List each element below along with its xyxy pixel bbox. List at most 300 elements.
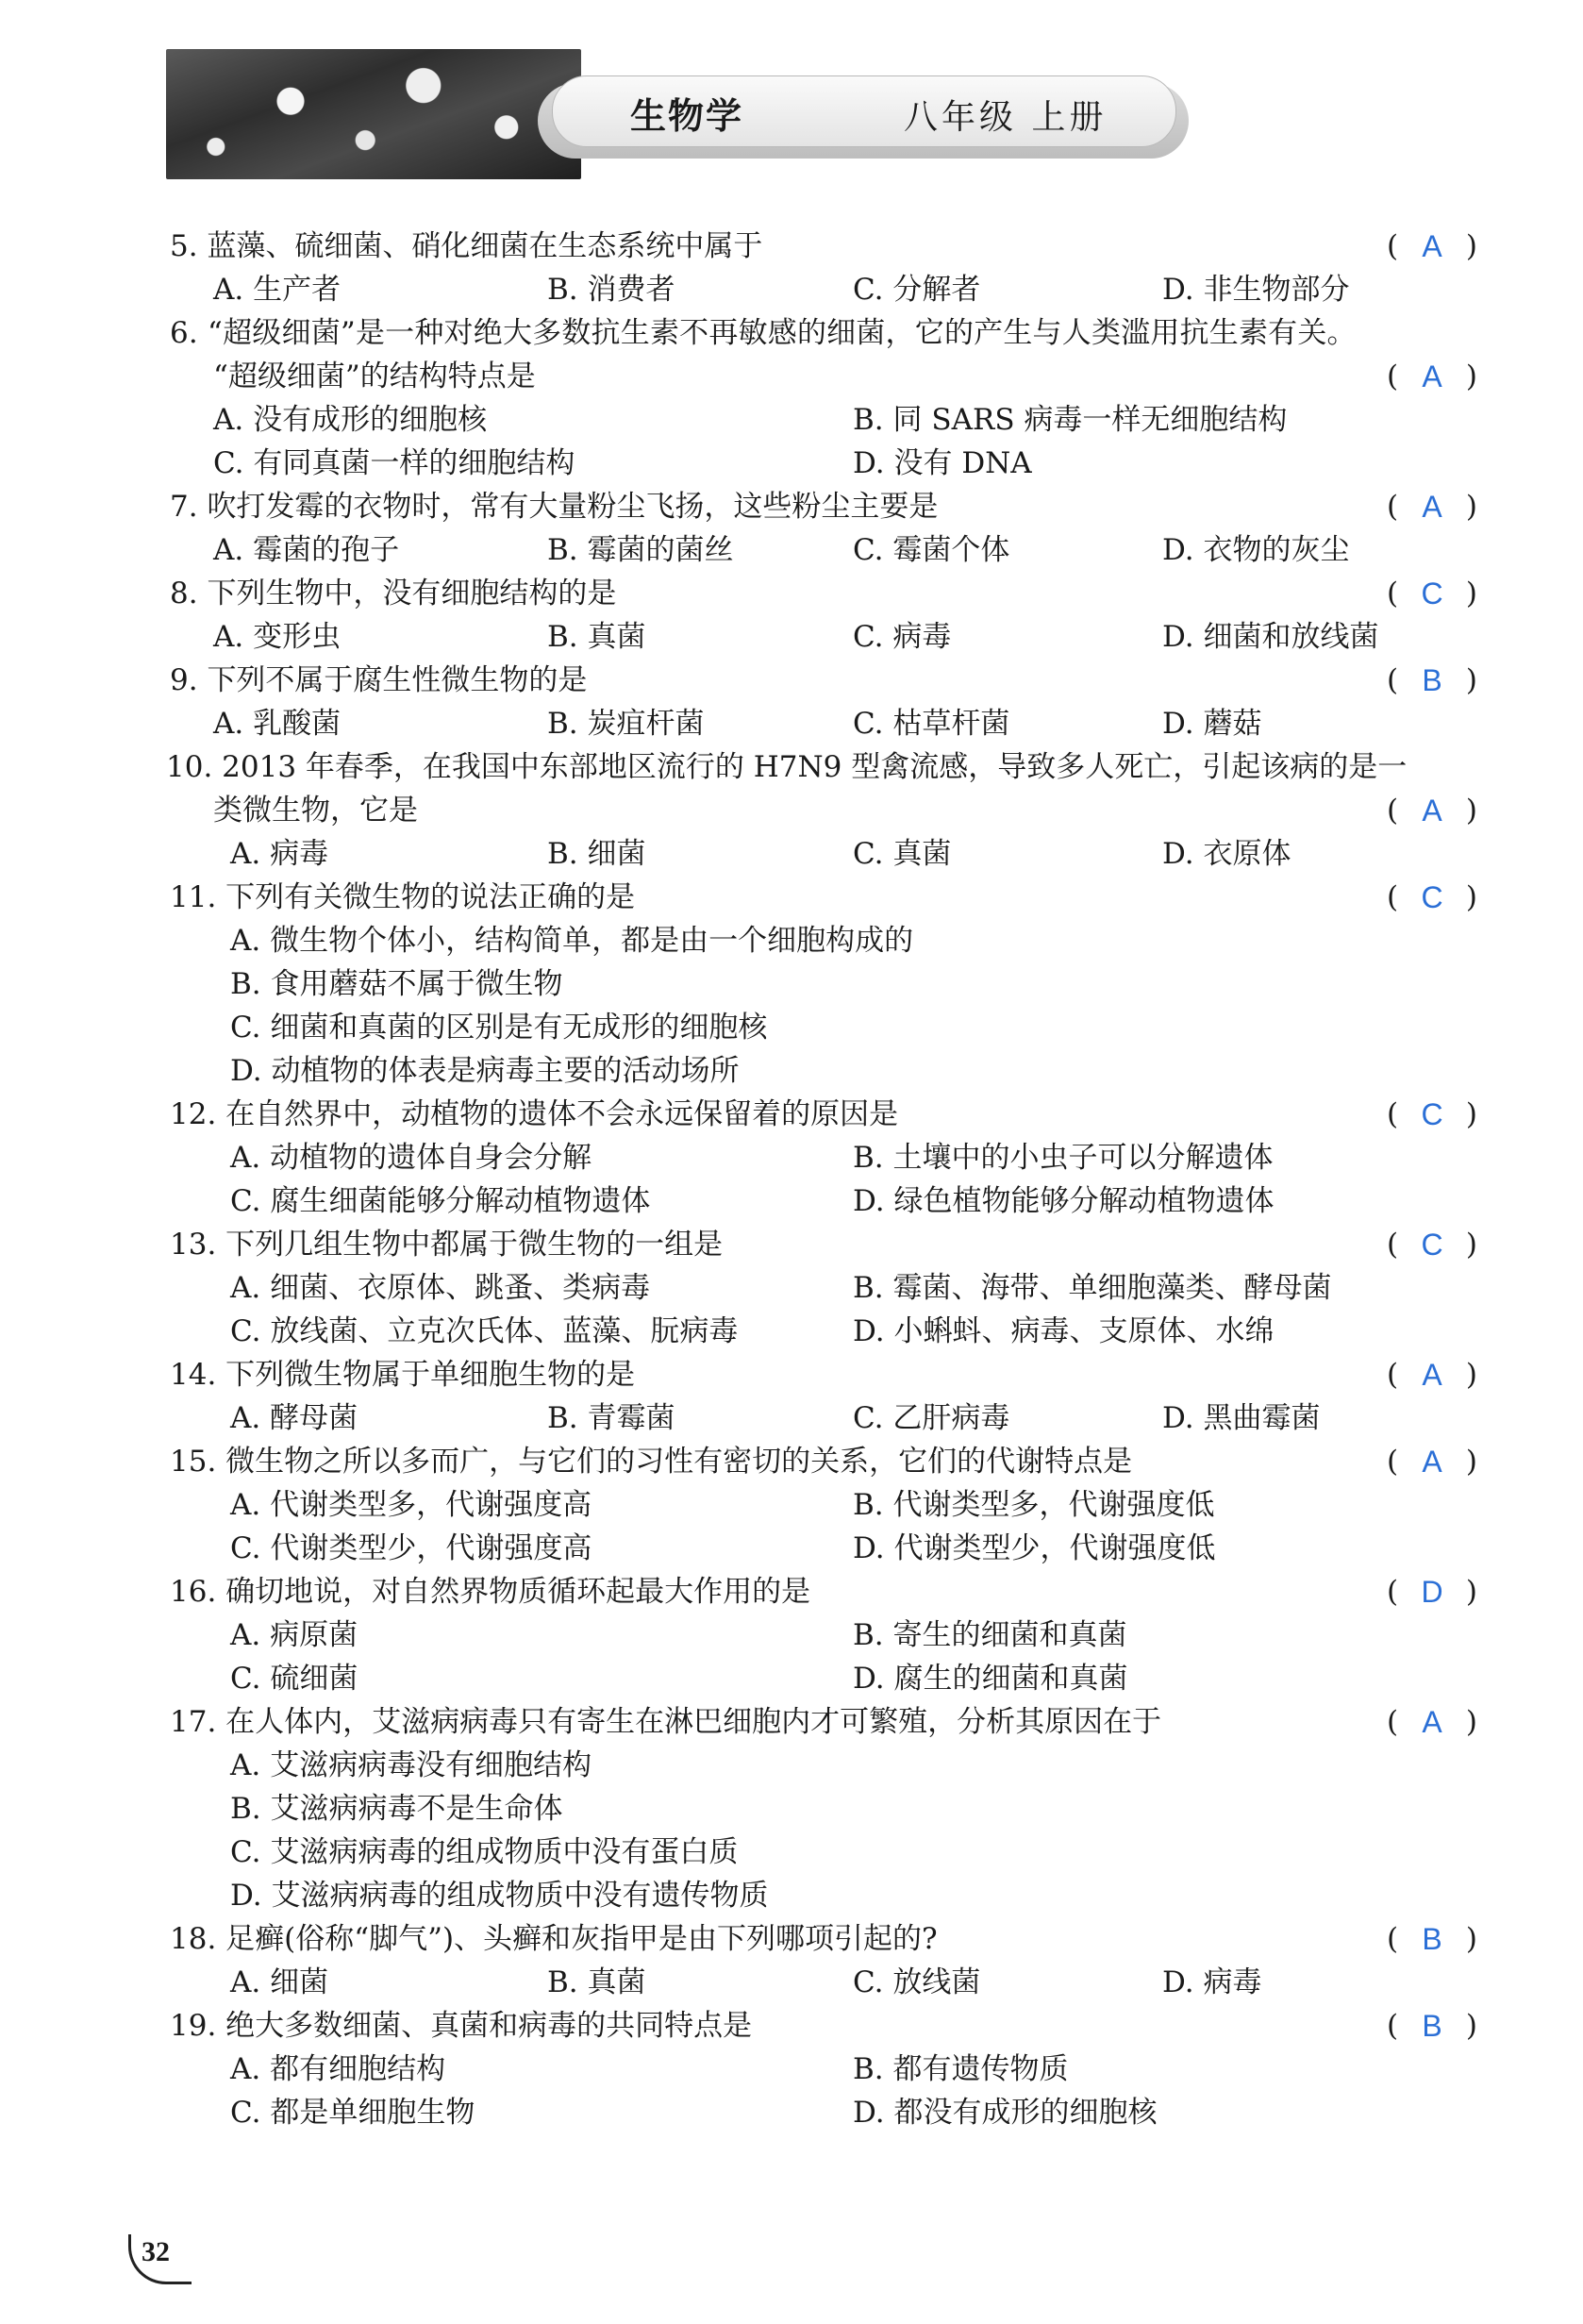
question-line — [170, 311, 1357, 355]
option-c — [230, 1310, 738, 1353]
option-text: 衣原体 — [1203, 837, 1291, 871]
option-text: A. — [230, 837, 261, 871]
option-text: A. — [230, 1141, 261, 1175]
option-text: D. — [1162, 837, 1194, 871]
option-d — [1162, 1396, 1320, 1440]
option-c — [230, 1831, 738, 1874]
option-text: 没有 DNA — [893, 446, 1032, 480]
option-text: 代谢类型少，代谢强度高 — [270, 1531, 592, 1565]
question-stem — [0, 572, 1583, 615]
option-text: C. — [230, 2096, 261, 2130]
option-text: 真菌 — [587, 1965, 646, 1999]
question-text: 下列有关微生物的说法正确的是 — [225, 880, 636, 914]
answer-parenthesis: ) — [1465, 663, 1477, 697]
option-text: 土壤中的小虫子可以分解遗体 — [892, 1141, 1274, 1175]
option-d — [1162, 1961, 1261, 2004]
question-number: 5. — [170, 229, 198, 263]
option-row — [0, 1136, 1583, 1179]
option-text: B. — [853, 1141, 884, 1175]
option-text: 霉菌的孢子 — [253, 533, 400, 567]
answer-parenthesis: ) — [1465, 1922, 1477, 1956]
option-c — [853, 832, 951, 876]
question-number: 10. — [166, 750, 213, 784]
option-text: 消费者 — [587, 273, 675, 307]
option-text: A. — [213, 403, 244, 437]
option-text: 黑曲霉菌 — [1203, 1401, 1321, 1435]
option-text: D. — [853, 1531, 885, 1565]
option-text: 青霉菌 — [587, 1401, 675, 1435]
option-text: B. — [853, 1271, 884, 1305]
option-text: 没有成形的细胞核 — [253, 403, 488, 437]
option-text: 有同真菌一样的细胞结构 — [253, 446, 575, 480]
option-text: 酵母菌 — [270, 1401, 358, 1435]
page-header — [0, 0, 1583, 217]
option-text: C. — [853, 533, 884, 567]
option-text: C. — [853, 273, 884, 307]
question-number: 12. — [170, 1097, 217, 1131]
answer-parenthesis: ( — [1387, 1097, 1399, 1131]
answer-parenthesis: ) — [1465, 490, 1477, 524]
option-text: B. — [547, 707, 578, 741]
option-row — [0, 832, 1583, 876]
option-c — [230, 1006, 767, 1049]
answer-slot — [1387, 225, 1477, 268]
option-text: 艾滋病病毒的组成物质中没有蛋白质 — [270, 1835, 739, 1869]
option-b — [853, 1136, 1274, 1179]
question-line — [170, 225, 762, 268]
answer-parenthesis: ( — [1387, 1575, 1399, 1609]
option-text: C. — [853, 620, 884, 654]
option-text: B. — [547, 273, 578, 307]
question-line — [170, 572, 616, 615]
option-a — [230, 1396, 358, 1440]
question-text: 下列生物中，没有细胞结构的是 — [207, 577, 617, 610]
question-stem — [0, 1093, 1583, 1136]
option-row — [0, 2091, 1583, 2134]
option-text: 霉菌个体 — [892, 533, 1010, 567]
option-text: 生产者 — [253, 273, 342, 307]
answer-parenthesis: ) — [1465, 2009, 1477, 2043]
option-text: 分解者 — [892, 273, 981, 307]
option-text: D. — [853, 2096, 885, 2130]
option-text: 都有遗传物质 — [892, 2052, 1069, 2086]
option-text: 非生物部分 — [1203, 273, 1350, 307]
option-text: 细菌 — [587, 837, 646, 871]
answer-parenthesis: ) — [1465, 794, 1477, 828]
option-text: 真菌 — [892, 837, 952, 871]
option-text: B. — [853, 2052, 884, 2086]
option-text: 炭疽杆菌 — [587, 707, 705, 741]
option-c — [853, 268, 980, 311]
question-number: 9. — [170, 663, 198, 697]
question-line — [166, 745, 1407, 789]
question-stem — [0, 225, 1583, 268]
answer-parenthesis: ) — [1465, 1575, 1477, 1609]
question-text: 下列不属于腐生性微生物的是 — [207, 663, 588, 697]
option-text: 病毒 — [270, 837, 329, 871]
option-a — [213, 268, 341, 311]
question-text-continued: 类微生物，它是 — [213, 794, 418, 828]
option-c — [230, 1179, 650, 1223]
question-number: 14. — [170, 1358, 217, 1392]
option-text: D. — [1162, 707, 1194, 741]
option-text: 放线菌 — [892, 1965, 981, 1999]
question-stem — [0, 2004, 1583, 2048]
answer-letter: A — [1422, 229, 1442, 263]
option-text: A. — [230, 1488, 261, 1522]
answer-letter: A — [1422, 490, 1442, 524]
question-stem — [0, 1917, 1583, 1961]
subject-title: 生物学 — [630, 94, 744, 137]
option-row — [0, 1396, 1583, 1440]
option-a — [230, 919, 913, 962]
option-d — [853, 1527, 1215, 1570]
option-b — [853, 1613, 1127, 1657]
answer-parenthesis: ( — [1387, 229, 1399, 263]
option-text: C. — [853, 1965, 884, 1999]
option-text: 动植物的遗体自身会分解 — [270, 1141, 592, 1175]
option-b — [230, 1787, 563, 1831]
question-number: 8. — [170, 577, 198, 610]
option-d — [1162, 615, 1378, 659]
option-text: A. — [213, 533, 244, 567]
option-text: 衣物的灰尘 — [1203, 533, 1350, 567]
question-text: 下列几组生物中都属于微生物的一组是 — [225, 1228, 724, 1262]
option-text: B. — [547, 533, 578, 567]
option-row — [0, 528, 1583, 572]
answer-parenthesis: ) — [1465, 1228, 1477, 1262]
answer-parenthesis: ( — [1387, 1358, 1399, 1392]
option-d — [1162, 702, 1261, 745]
question-text-continued: “超级细菌”的结构特点是 — [213, 359, 536, 393]
option-row — [0, 1483, 1583, 1527]
option-d — [230, 1874, 768, 1917]
option-text: D. — [853, 1184, 885, 1218]
question-text: 足癣(俗称“脚气”)、头癣和灰指甲是由下列哪项引起的? — [225, 1922, 938, 1956]
option-row — [0, 1961, 1583, 2004]
answer-parenthesis: ( — [1387, 1922, 1399, 1956]
option-b — [547, 1396, 675, 1440]
answer-slot — [1387, 789, 1477, 832]
answer-letter: C — [1421, 577, 1443, 610]
question-text: 2013 年春季，在我国中东部地区流行的 H7N9 型禽流感，导致多人死亡，引起该病的是一 — [222, 750, 1408, 784]
option-a — [230, 1961, 328, 2004]
option-c — [213, 442, 575, 485]
option-text: D. — [230, 1054, 262, 1088]
option-text: C. — [230, 1662, 261, 1696]
option-text: 枯草杆菌 — [892, 707, 1010, 741]
answer-parenthesis: ) — [1465, 1097, 1477, 1131]
question-number: 13. — [170, 1228, 217, 1262]
option-row — [0, 1049, 1583, 1093]
option-text: 代谢类型多，代谢强度高 — [270, 1488, 592, 1522]
option-text: B. — [853, 1618, 884, 1652]
answer-slot — [1387, 1093, 1477, 1136]
answer-letter: A — [1422, 359, 1442, 393]
option-text: A. — [230, 924, 261, 958]
option-d — [853, 1179, 1274, 1223]
option-text: 霉菌、海带、单细胞藻类、酵母菌 — [892, 1271, 1332, 1305]
option-text: D. — [230, 1879, 262, 1913]
option-b — [853, 398, 1287, 442]
option-c — [230, 1527, 592, 1570]
question-text: “超级细菌”是一种对绝大多数抗生素不再敏感的细菌，它的产生与人类滥用抗生素有关。 — [208, 316, 1357, 350]
option-b — [547, 1961, 646, 2004]
option-row — [0, 1831, 1583, 1874]
option-text: 霉菌的菌丝 — [587, 533, 734, 567]
option-text: B. — [547, 620, 578, 654]
question-stem-continued — [0, 789, 1583, 832]
option-text: B. — [853, 1488, 884, 1522]
question-number: 17. — [170, 1705, 217, 1739]
option-a — [213, 528, 399, 572]
answer-letter: D — [1421, 1575, 1443, 1609]
question-stem — [0, 1570, 1583, 1613]
question-stem-continued — [0, 355, 1583, 398]
option-row — [0, 268, 1583, 311]
option-text: A. — [230, 1748, 261, 1782]
option-text: 细菌 — [270, 1965, 329, 1999]
option-text: A. — [213, 273, 244, 307]
option-a — [230, 1483, 592, 1527]
option-d — [853, 1310, 1274, 1353]
option-d — [1162, 528, 1349, 572]
option-d — [230, 1049, 739, 1093]
question-line — [170, 1700, 1161, 1744]
answer-letter: B — [1422, 663, 1442, 697]
option-c — [853, 702, 1009, 745]
answer-letter: A — [1422, 1705, 1442, 1739]
option-text: C. — [230, 1531, 261, 1565]
question-text: 微生物之所以多而广，与它们的习性有密切的关系，它们的代谢特点是 — [225, 1445, 1133, 1479]
option-text: 艾滋病病毒的组成物质中没有遗传物质 — [271, 1879, 769, 1913]
option-b — [853, 1266, 1332, 1310]
option-text: 真菌 — [587, 620, 646, 654]
answer-slot — [1387, 2004, 1477, 2048]
question-text: 绝大多数细菌、真菌和病毒的共同特点是 — [225, 2009, 753, 2043]
option-a — [230, 2048, 445, 2091]
option-text: 放线菌、立克次氏体、蓝藻、朊病毒 — [270, 1314, 739, 1348]
answer-letter: C — [1421, 880, 1443, 914]
question-line — [170, 1440, 1132, 1483]
answer-letter: C — [1421, 1097, 1443, 1131]
option-text: D. — [853, 1314, 885, 1348]
option-a — [230, 832, 328, 876]
question-line — [170, 876, 635, 919]
option-text: B. — [547, 1965, 578, 1999]
option-row — [0, 962, 1583, 1006]
answer-slot — [1387, 1440, 1477, 1483]
option-text: A. — [230, 1401, 261, 1435]
option-text: 绿色植物能够分解动植物遗体 — [893, 1184, 1275, 1218]
option-a — [213, 615, 341, 659]
question-line — [170, 1093, 898, 1136]
option-row — [0, 1613, 1583, 1657]
question-line — [170, 1353, 635, 1396]
question-stem — [0, 876, 1583, 919]
option-text: A. — [213, 620, 244, 654]
answer-slot — [1387, 485, 1477, 528]
option-a — [230, 1744, 592, 1787]
question-number: 15. — [170, 1445, 217, 1479]
option-text: A. — [213, 707, 244, 741]
option-a — [230, 1266, 650, 1310]
option-b — [547, 832, 646, 876]
question-stem — [0, 485, 1583, 528]
option-text: 硫细菌 — [270, 1662, 358, 1696]
option-text: C. — [230, 1011, 261, 1045]
option-text: D. — [1162, 273, 1194, 307]
answer-letter: B — [1422, 1922, 1442, 1956]
option-text: B. — [547, 837, 578, 871]
flower-photo-banner — [166, 49, 581, 179]
option-a — [213, 398, 487, 442]
option-row — [0, 1744, 1583, 1787]
option-row — [0, 702, 1583, 745]
answer-slot — [1387, 1917, 1477, 1961]
option-text: 乙肝病毒 — [892, 1401, 1010, 1435]
option-a — [230, 1136, 592, 1179]
answer-letter: C — [1421, 1228, 1443, 1262]
option-text: D. — [1162, 1401, 1194, 1435]
answer-parenthesis: ( — [1387, 490, 1399, 524]
option-text: 代谢类型少，代谢强度低 — [893, 1531, 1216, 1565]
option-text: 艾滋病病毒没有细胞结构 — [270, 1748, 592, 1782]
question-number: 16. — [170, 1575, 217, 1609]
answer-parenthesis: ( — [1387, 1228, 1399, 1262]
question-stem — [0, 1223, 1583, 1266]
option-text: 腐生细菌能够分解动植物遗体 — [270, 1184, 651, 1218]
option-text: C. — [230, 1835, 261, 1869]
option-text: 都没有成形的细胞核 — [893, 2096, 1158, 2130]
answer-parenthesis: ( — [1387, 1445, 1399, 1479]
option-text: 代谢类型多，代谢强度低 — [892, 1488, 1215, 1522]
option-text: D. — [1162, 533, 1194, 567]
answer-parenthesis: ( — [1387, 1705, 1399, 1739]
option-b — [547, 615, 646, 659]
option-b — [547, 268, 675, 311]
answer-parenthesis: ) — [1465, 1445, 1477, 1479]
option-text: 蘑菇 — [1203, 707, 1262, 741]
question-text: 蓝藻、硫细菌、硝化细菌在生态系统中属于 — [207, 229, 763, 263]
option-text: B. — [853, 403, 884, 437]
option-d — [1162, 268, 1349, 311]
answer-slot — [1387, 876, 1477, 919]
question-number: 11. — [170, 880, 217, 914]
option-text: 变形虫 — [253, 620, 342, 654]
option-row — [0, 1266, 1583, 1310]
answer-parenthesis: ( — [1387, 880, 1399, 914]
option-a — [213, 702, 341, 745]
option-text: D. — [1162, 620, 1194, 654]
question-stem — [0, 659, 1583, 702]
question-line — [170, 1570, 810, 1613]
question-text: 吹打发霉的衣物时，常有大量粉尘飞扬，这些粉尘主要是 — [207, 490, 939, 524]
option-text: 病原菌 — [270, 1618, 358, 1652]
option-text: 细菌、衣原体、跳蚤、类病毒 — [270, 1271, 651, 1305]
option-text: 艾滋病病毒不是生命体 — [270, 1792, 563, 1826]
answer-parenthesis: ) — [1465, 880, 1477, 914]
option-b — [230, 962, 563, 1006]
question-text: 在自然界中，动植物的遗体不会永远保留着的原因是 — [225, 1097, 899, 1131]
option-c — [853, 528, 1009, 572]
option-row — [0, 1310, 1583, 1353]
answer-slot — [1387, 1570, 1477, 1613]
answer-letter: B — [1422, 2009, 1442, 2043]
option-d — [853, 2091, 1157, 2134]
option-d — [1162, 832, 1291, 876]
question-stem — [0, 1700, 1583, 1744]
option-text: A. — [230, 2052, 261, 2086]
question-stem — [0, 1353, 1583, 1396]
option-text: C. — [853, 1401, 884, 1435]
answer-slot — [1387, 1353, 1477, 1396]
question-number: 18. — [170, 1922, 217, 1956]
answer-parenthesis: ( — [1387, 2009, 1399, 2043]
option-text: 微生物个体小，结构简单，都是由一个细胞构成的 — [270, 924, 914, 958]
option-c — [853, 1396, 1009, 1440]
answer-parenthesis: ( — [1387, 663, 1399, 697]
answer-slot — [1387, 1700, 1477, 1744]
option-d — [853, 442, 1032, 485]
question-stem — [0, 1440, 1583, 1483]
option-row — [0, 1787, 1583, 1831]
option-row — [0, 442, 1583, 485]
option-text: D. — [1162, 1965, 1194, 1999]
option-b — [853, 1483, 1215, 1527]
answer-parenthesis: ) — [1465, 229, 1477, 263]
option-text: C. — [853, 707, 884, 741]
question-line — [170, 485, 938, 528]
option-text: 细菌和真菌的区别是有无成形的细胞核 — [270, 1011, 768, 1045]
option-b — [547, 702, 705, 745]
answer-parenthesis: ) — [1465, 1705, 1477, 1739]
question-line — [170, 1917, 938, 1961]
question-number: 6. — [170, 316, 198, 350]
answer-letter: A — [1422, 1445, 1442, 1479]
option-text: 乳酸菌 — [253, 707, 342, 741]
question-text: 确切地说，对自然界物质循环起最大作用的是 — [225, 1575, 811, 1609]
option-text: 都是单细胞生物 — [270, 2096, 475, 2130]
option-row — [0, 1657, 1583, 1700]
option-text: 细菌和放线菌 — [1203, 620, 1379, 654]
option-text: D. — [853, 1662, 885, 1696]
question-line — [170, 2004, 752, 2048]
option-text: A. — [230, 1618, 261, 1652]
answer-parenthesis: ( — [1387, 577, 1399, 610]
option-row — [0, 615, 1583, 659]
option-c — [853, 1961, 980, 2004]
answer-parenthesis: ) — [1465, 577, 1477, 610]
question-stem — [0, 745, 1583, 789]
answer-parenthesis: ) — [1465, 1358, 1477, 1392]
option-text: 食用蘑菇不属于微生物 — [270, 967, 563, 1001]
option-text: 同 SARS 病毒一样无细胞结构 — [892, 403, 1288, 437]
answer-parenthesis: ( — [1387, 359, 1399, 393]
answer-letter: A — [1422, 794, 1442, 828]
option-text: B. — [547, 1401, 578, 1435]
answer-slot — [1387, 572, 1477, 615]
option-text: B. — [230, 1792, 261, 1826]
option-row — [0, 2048, 1583, 2091]
option-text: D. — [853, 446, 885, 480]
answer-parenthesis: ) — [1465, 359, 1477, 393]
option-d — [853, 1657, 1127, 1700]
option-text: 寄生的细菌和真菌 — [892, 1618, 1127, 1652]
question-text: 下列微生物属于单细胞生物的是 — [225, 1358, 636, 1392]
option-c — [230, 2091, 475, 2134]
option-text: A. — [230, 1965, 261, 1999]
